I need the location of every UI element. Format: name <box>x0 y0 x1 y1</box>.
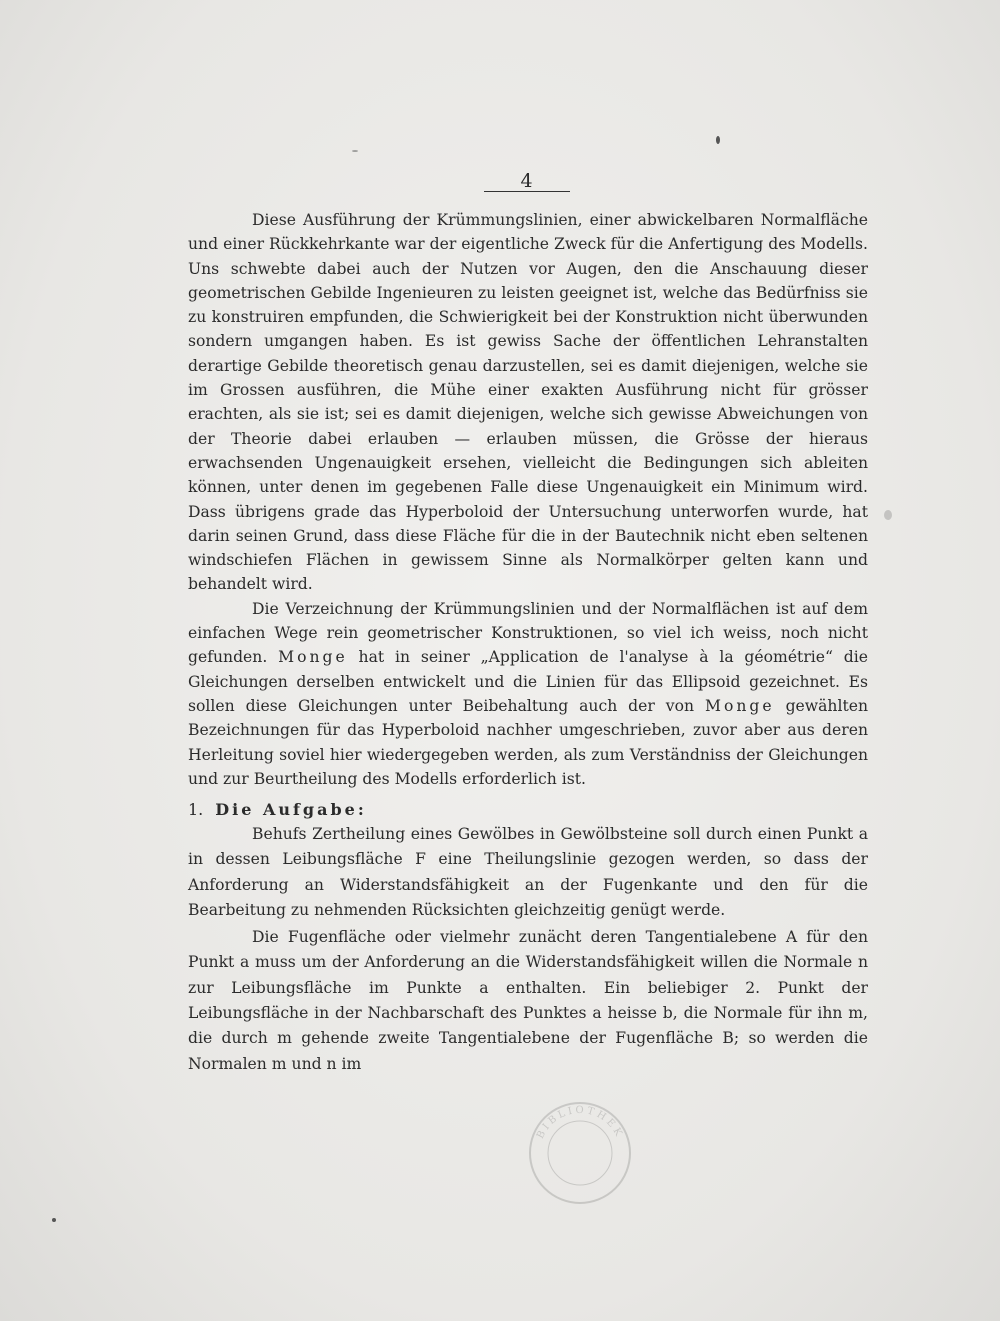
stamp-text: BIBLIOTHEK <box>534 1104 626 1141</box>
section-number: 1. <box>188 800 204 819</box>
section-paragraph-2: Die Fugenfläche oder vielmehr zunächt deren Tangentialebene A für den Punkt a muss um der Anforderung an die Widerstandsfähigkeit willen die Normale n zur Leibungsfläche im Punkte a enthalten. Ein beliebiger 2. Punkt der Leibungsfläche in der Nachbarschaft des Punktes a heisse b, die Normale für ihn m, die durch m gehende zweite Tangentialebene der Fugenfläche B; so werden die Normalen m und n im <box>188 928 868 1073</box>
author-name-monge: Monge <box>278 648 348 667</box>
print-speck <box>52 1218 56 1222</box>
paragraph-2-part-3: gewählten Bezeichnungen für das Hyperboloid nachher umgeschrieben, zuvor aber aus deren Herleitung soviel hier wiedergegeben werden, als zum Verständniss der Gleichungen und zur Beurtheilung des Modells erforderlich ist. <box>188 696 868 788</box>
section-title: Die Aufgabe: <box>215 800 367 819</box>
page-number-rule <box>484 191 570 192</box>
print-speck <box>352 150 358 152</box>
section-heading <box>188 798 868 822</box>
paragraph-2-part-2: hat in seiner „Application de l'analyse à la géométrie“ die Gleichungen derselben entwickelt und die Linien für das Ellipsoid gezeichnet. Es sollen diese Gleichungen unter Beibehaltung auch der von <box>188 648 868 715</box>
section-text <box>188 822 868 1077</box>
print-speck <box>716 136 720 144</box>
print-speck <box>884 510 892 520</box>
author-name-monge-2: Monge <box>705 696 775 715</box>
paragraph-1: Diese Ausführung der Krümmungslinien, einer abwickelbaren Normalfläche und einer Rückkehrkante war der eigentliche Zweck für die Anfertigung des Modells. Uns schwebte dabei auch der Nutzen vor Augen, den die Anschauung dieser geometrischen Gebilde Ingenieuren zu leisten geeignet ist, welche das Bedürfniss sie zu konstruiren empfunden, die Schwierigkeit bei der Konstruktion nicht überwunden sondern umgangen haben. Es ist gewiss Sache der öffentlichen Lehranstalten derartige Gebilde theoretisch genau darzustellen, sei es damit diejenigen, welche sie im Grossen ausführen, die Mühe einer exakten Ausführung nicht für grösser erachten, als sie ist; sei es damit diejenigen, welche sich gewisse Abweichungen von der Theorie dabei erlauben — erlauben müssen, die Grösse der hieraus erwachsenden Ungenauigkeit ersehen, vielleicht die Bedingungen sich ableiten können, unter denen im gegebenen Falle diese Ungenauigkeit ein Minimum wird. Dass übrigens grade das Hyperboloid der Untersuchung unterworfen wurde, hat darin seinen Grund, dass diese Fläche für die in der Bautechnik nicht eben seltenen windschiefen Flächen in gewissem Sinne als Normalkörper gelten kann und behandelt wird. <box>188 211 868 594</box>
intro-text <box>188 208 868 791</box>
page-number: 4 <box>520 170 534 192</box>
section-paragraph-1: Behufs Zertheilung eines Gewölbes in Gewölbsteine soll durch einen Punkt a in dessen Leibungsfläche F eine Theilungslinie gezogen werden, so dass der Anforderung an Widerstandsfähigkeit an der Fugenkante und den für die Bearbeitung zu nehmenden Rücksichten gleichzeitig genügt werde. <box>188 825 868 919</box>
svg-text:BIBLIOTHEK <box>535 1105 625 1141</box>
paragraph-2 <box>188 597 868 791</box>
library-stamp <box>525 1098 635 1208</box>
paragraph-2-part-1: Die Verzeichnung der Krümmungslinien und der Normalflächen ist auf dem einfachen Wege rein geometrischer Konstruktionen, so viel ich weiss, noch nicht gefunden. <box>188 599 868 667</box>
